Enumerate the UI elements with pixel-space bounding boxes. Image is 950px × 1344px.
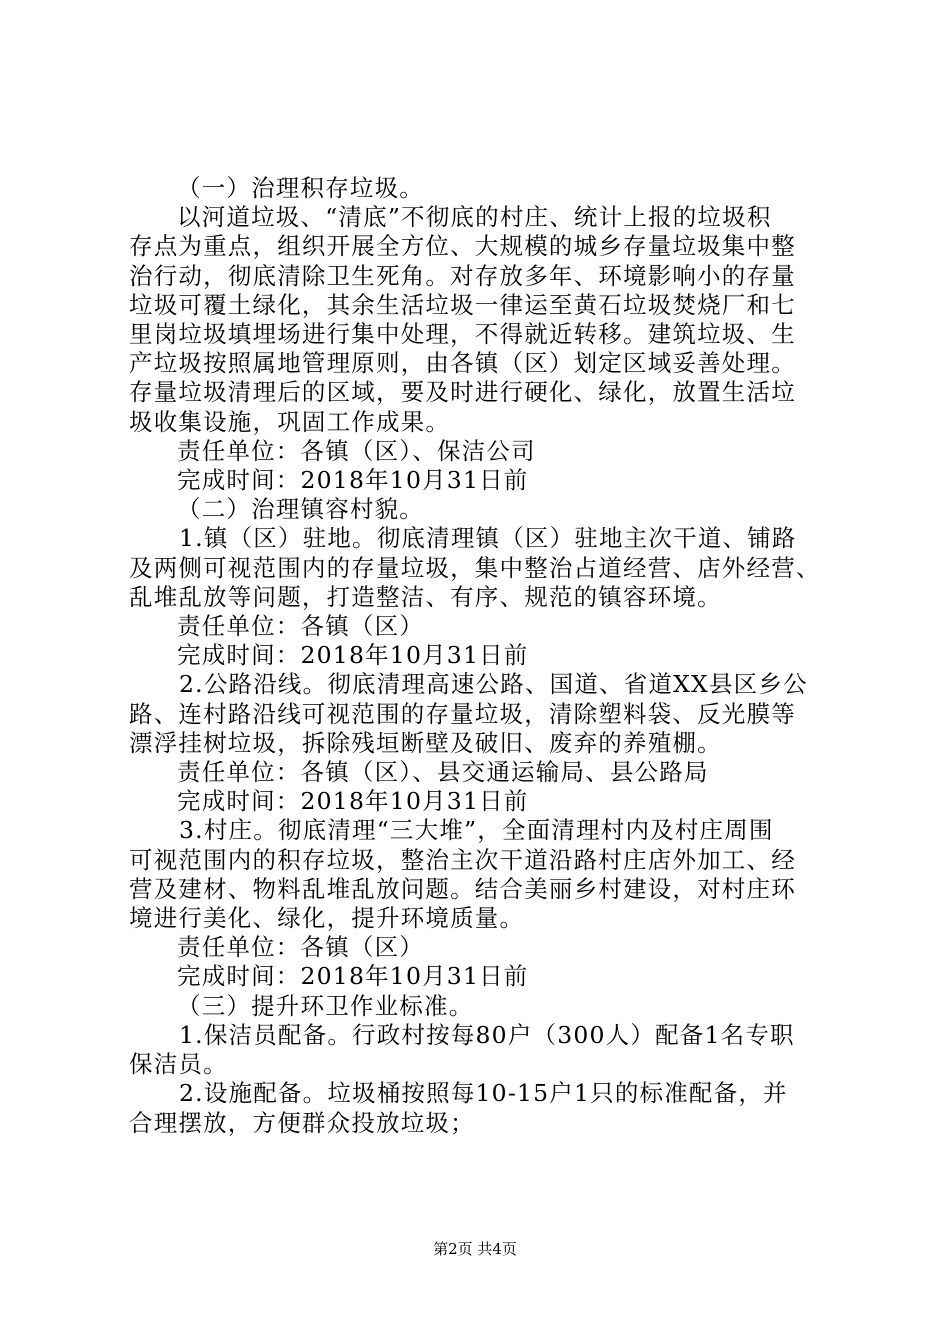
section-heading-1: （一）治理积存垃圾。 <box>177 174 424 202</box>
paragraph-line: 营及建材、物料乱堆乱放问题。结合美丽乡村建设，对村庄环 <box>129 874 796 903</box>
paragraph-line: 圾收集设施，巩固工作成果。 <box>129 407 451 436</box>
paragraph-line: 及两侧可视范围内的存量垃圾，集中整治占道经营、店外经营、 <box>129 553 821 582</box>
paragraph-line: 保洁员。 <box>129 1050 228 1079</box>
paragraph-line: 1.镇（区）驻地。彻底清理镇（区）驻地主次干道、铺路 <box>179 524 797 553</box>
paragraph-line: 乱堆乱放等问题，打造整洁、有序、规范的镇容环境。 <box>129 582 722 611</box>
responsible-unit: 责任单位：各镇（区）、保洁公司 <box>177 436 536 465</box>
paragraph-line: 2.设施配备。垃圾桶按照每10-15户1只的标准配备，并 <box>179 1079 788 1108</box>
paragraph-line: 垃圾可覆土绿化，其余生活垃圾一律运至黄石垃圾焚烧厂和七 <box>129 290 796 319</box>
responsible-unit: 责任单位：各镇（区） <box>177 612 424 641</box>
deadline: 完成时间：2018年10月31日前 <box>177 787 529 816</box>
paragraph-line: 合理摆放，方便群众投放垃圾； <box>129 1108 475 1137</box>
paragraph-line: 治行动，彻底清除卫生死角。对存放多年、环境影响小的存量 <box>129 261 796 290</box>
section-heading-3: （三）提升环卫作业标准。 <box>177 991 474 1020</box>
paragraph-line: 境进行美化、绿化，提升环境质量。 <box>129 904 525 933</box>
section-heading-2: （二）治理镇容村貌。 <box>177 495 424 524</box>
paragraph-line: 路、连村路沿线可视范围的存量垃圾，清除塑料袋、反光膜等 <box>129 699 796 728</box>
paragraph-line: 漂浮挂树垃圾，拆除残垣断壁及破旧、废弃的养殖棚。 <box>129 728 722 757</box>
responsible-unit: 责任单位：各镇（区）、县交通运输局、县公路局 <box>177 758 709 787</box>
paragraph-line: 产垃圾按照属地管理原则，由各镇（区）划定区域妥善处理。 <box>129 349 796 378</box>
deadline: 完成时间：2018年10月31日前 <box>177 466 529 495</box>
document-body <box>129 174 849 1138</box>
paragraph-line: 以河道垃圾、“清底”不彻底的村庄、统计上报的垃圾积 <box>177 203 772 232</box>
paragraph-line: 存量垃圾清理后的区域，要及时进行硬化、绿化，放置生活垃 <box>129 378 796 407</box>
paragraph-line: 可视范围内的积存垃圾，整治主次干道沿路村庄店外加工、经 <box>129 845 796 874</box>
deadline: 完成时间：2018年10月31日前 <box>177 962 529 991</box>
deadline: 完成时间：2018年10月31日前 <box>177 641 529 670</box>
paragraph-line: 存点为重点，组织开展全方位、大规模的城乡存量垃圾集中整 <box>129 232 796 261</box>
page-number-footer: 第2页 共4页 <box>433 1240 517 1258</box>
paragraph-line: 2.公路沿线。彻底清理高速公路、国道、省道XX县区乡公 <box>179 670 808 699</box>
paragraph-line: 1.保洁员配备。行政村按每80户（300人）配备1名专职 <box>179 1020 795 1049</box>
paragraph-line: 里岗垃圾填埋场进行集中处理，不得就近转移。建筑垃圾、生 <box>129 320 796 349</box>
paragraph-line: 3.村庄。彻底清理“三大堆”，全面清理村内及村庄周围 <box>179 816 774 845</box>
responsible-unit: 责任单位：各镇（区） <box>177 933 424 962</box>
